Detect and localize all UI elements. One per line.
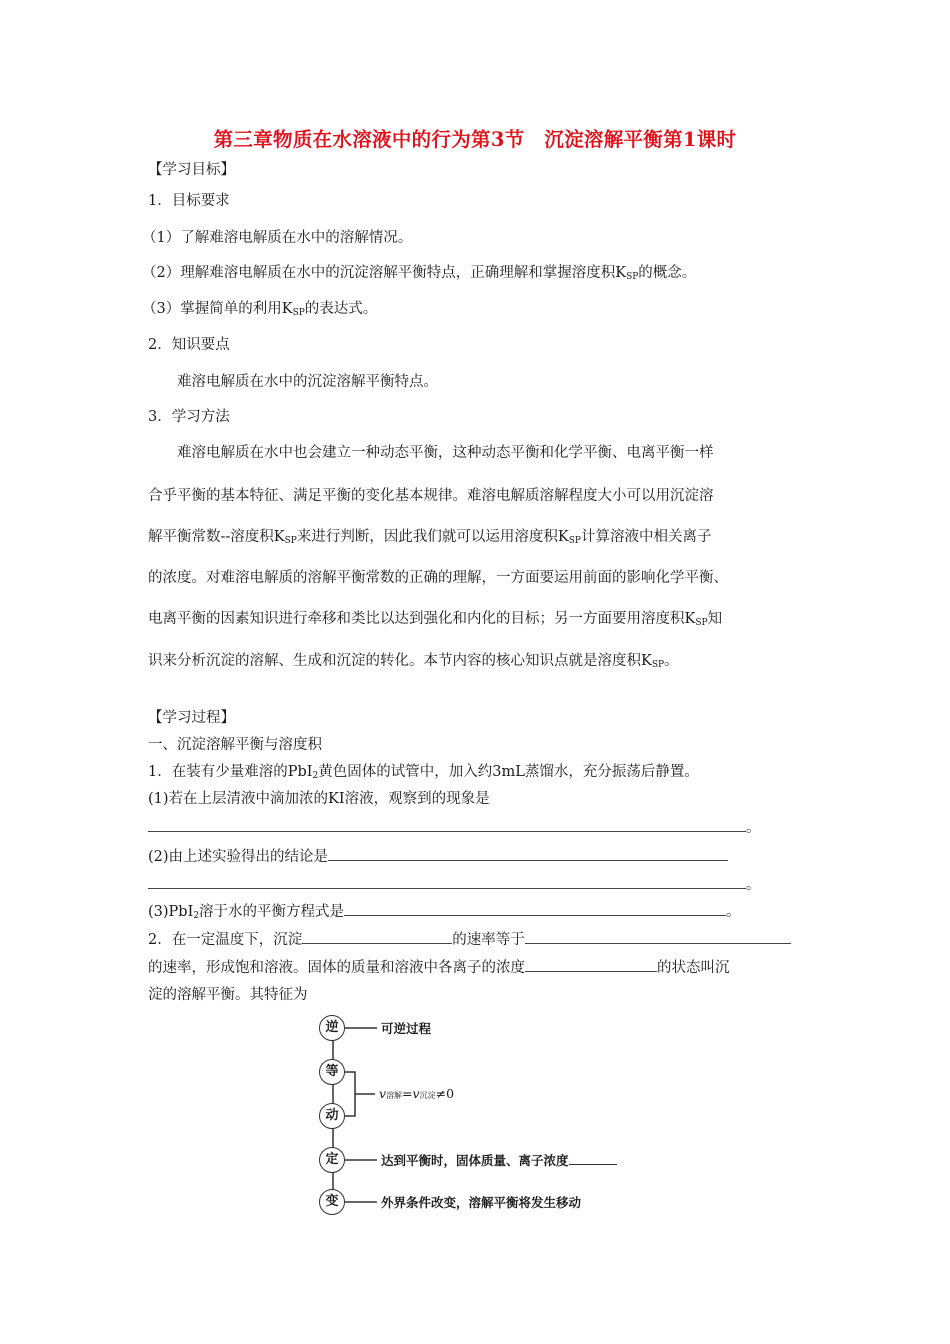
question-1-2[interactable]: (2)由上述实验得出的结论是: [148, 845, 728, 867]
method-line-3: 解平衡常数--溶度积$K_{SP}$来进行判断，因此我们就可以运用溶度积$K_{SP}$计算溶液中相关离子: [148, 529, 712, 546]
objectives-header: 【学习目标】: [148, 162, 235, 178]
objective-heading-1: 1．目标要求: [148, 193, 230, 209]
bracket-line: [345, 1072, 355, 1116]
objective-heading-2: 2．知识要点: [148, 337, 230, 353]
answer-line-1-2[interactable]: 。: [148, 873, 761, 895]
node-change: 变: [319, 1189, 345, 1215]
objective-item-1: （1）了解难溶电解质在水中的溶解情况。: [142, 230, 413, 246]
question-2[interactable]: 2．在一定温度下，沉淀 的速率等于: [148, 928, 791, 950]
question-1-3[interactable]: (3)PbI$_2$溶于水的平衡方程式是 。: [148, 900, 741, 926]
answer-line-1-1[interactable]: 。: [148, 816, 761, 838]
page-title: 第三章物质在水溶液中的行为第3节 沉淀溶解平衡第1课时: [213, 128, 737, 151]
label-reversible: 可逆过程: [381, 1021, 432, 1036]
node-fixed: 定: [319, 1147, 345, 1173]
label-change: 外界条件改变，溶解平衡将发生移动: [381, 1195, 582, 1210]
question-2-line-3: 淀的溶解平衡。其特征为: [148, 987, 308, 1003]
method-line-5: 电离平衡的因素知识进行牵移和类比以达到强化和内化的目标；另一方面要用溶度积$K_{SP}$知: [148, 611, 723, 628]
node-dynamic: 动: [319, 1103, 345, 1129]
process-header: 【学习过程】: [148, 710, 235, 726]
label-equal: v溶解=v沉淀≠0: [379, 1086, 455, 1101]
method-line-1: 难溶电解质在水中也会建立一种动态平衡，这种动态平衡和化学平衡、电离平衡一样: [177, 445, 714, 461]
question-1-1: (1)若在上层清液中滴加浓的KI溶液，观察到的现象是: [148, 791, 490, 807]
label-fixed: 达到平衡时，固体质量、离子浓度: [381, 1151, 617, 1169]
objective-item-3: （3）掌握简单的利用$K_{SP}$的表达式。: [142, 301, 378, 318]
node-reversible: 逆: [319, 1015, 345, 1041]
question-1: 1．在装有少量难溶的PbI$_2$黄色固体的试管中，加入约3mL蒸馏水，充分振荡后静置。: [148, 764, 699, 781]
node-equal: 等: [319, 1059, 345, 1085]
method-line-4: 的浓度。对难溶电解质的溶解平衡常数的正确的理解，一方面要运用前面的影响化学平衡、: [148, 570, 728, 586]
section-1-heading: 一、沉淀溶解平衡与溶度积: [148, 737, 322, 753]
objective-item-2: （2）理解难溶电解质在水中的沉淀溶解平衡特点，正确理解和掌握溶度积$K_{SP}$的概念。: [142, 265, 697, 282]
key-point: 难溶电解质在水中的沉淀溶解平衡特点。: [177, 374, 438, 390]
method-line-6: 识来分析沉淀的溶解、生成和沉淀的转化。本节内容的核心知识点就是溶度积$K_{SP}$。: [148, 653, 679, 670]
question-2-line-2[interactable]: 的速率，形成饱和溶液。固体的质量和溶液中各离子的浓度 的状态叫沉: [148, 956, 730, 978]
objective-heading-3: 3．学习方法: [148, 409, 230, 425]
method-line-2: 合乎平衡的基本特征、满足平衡的变化基本规律。难溶电解质溶解程度大小可以用沉淀溶: [148, 488, 714, 504]
